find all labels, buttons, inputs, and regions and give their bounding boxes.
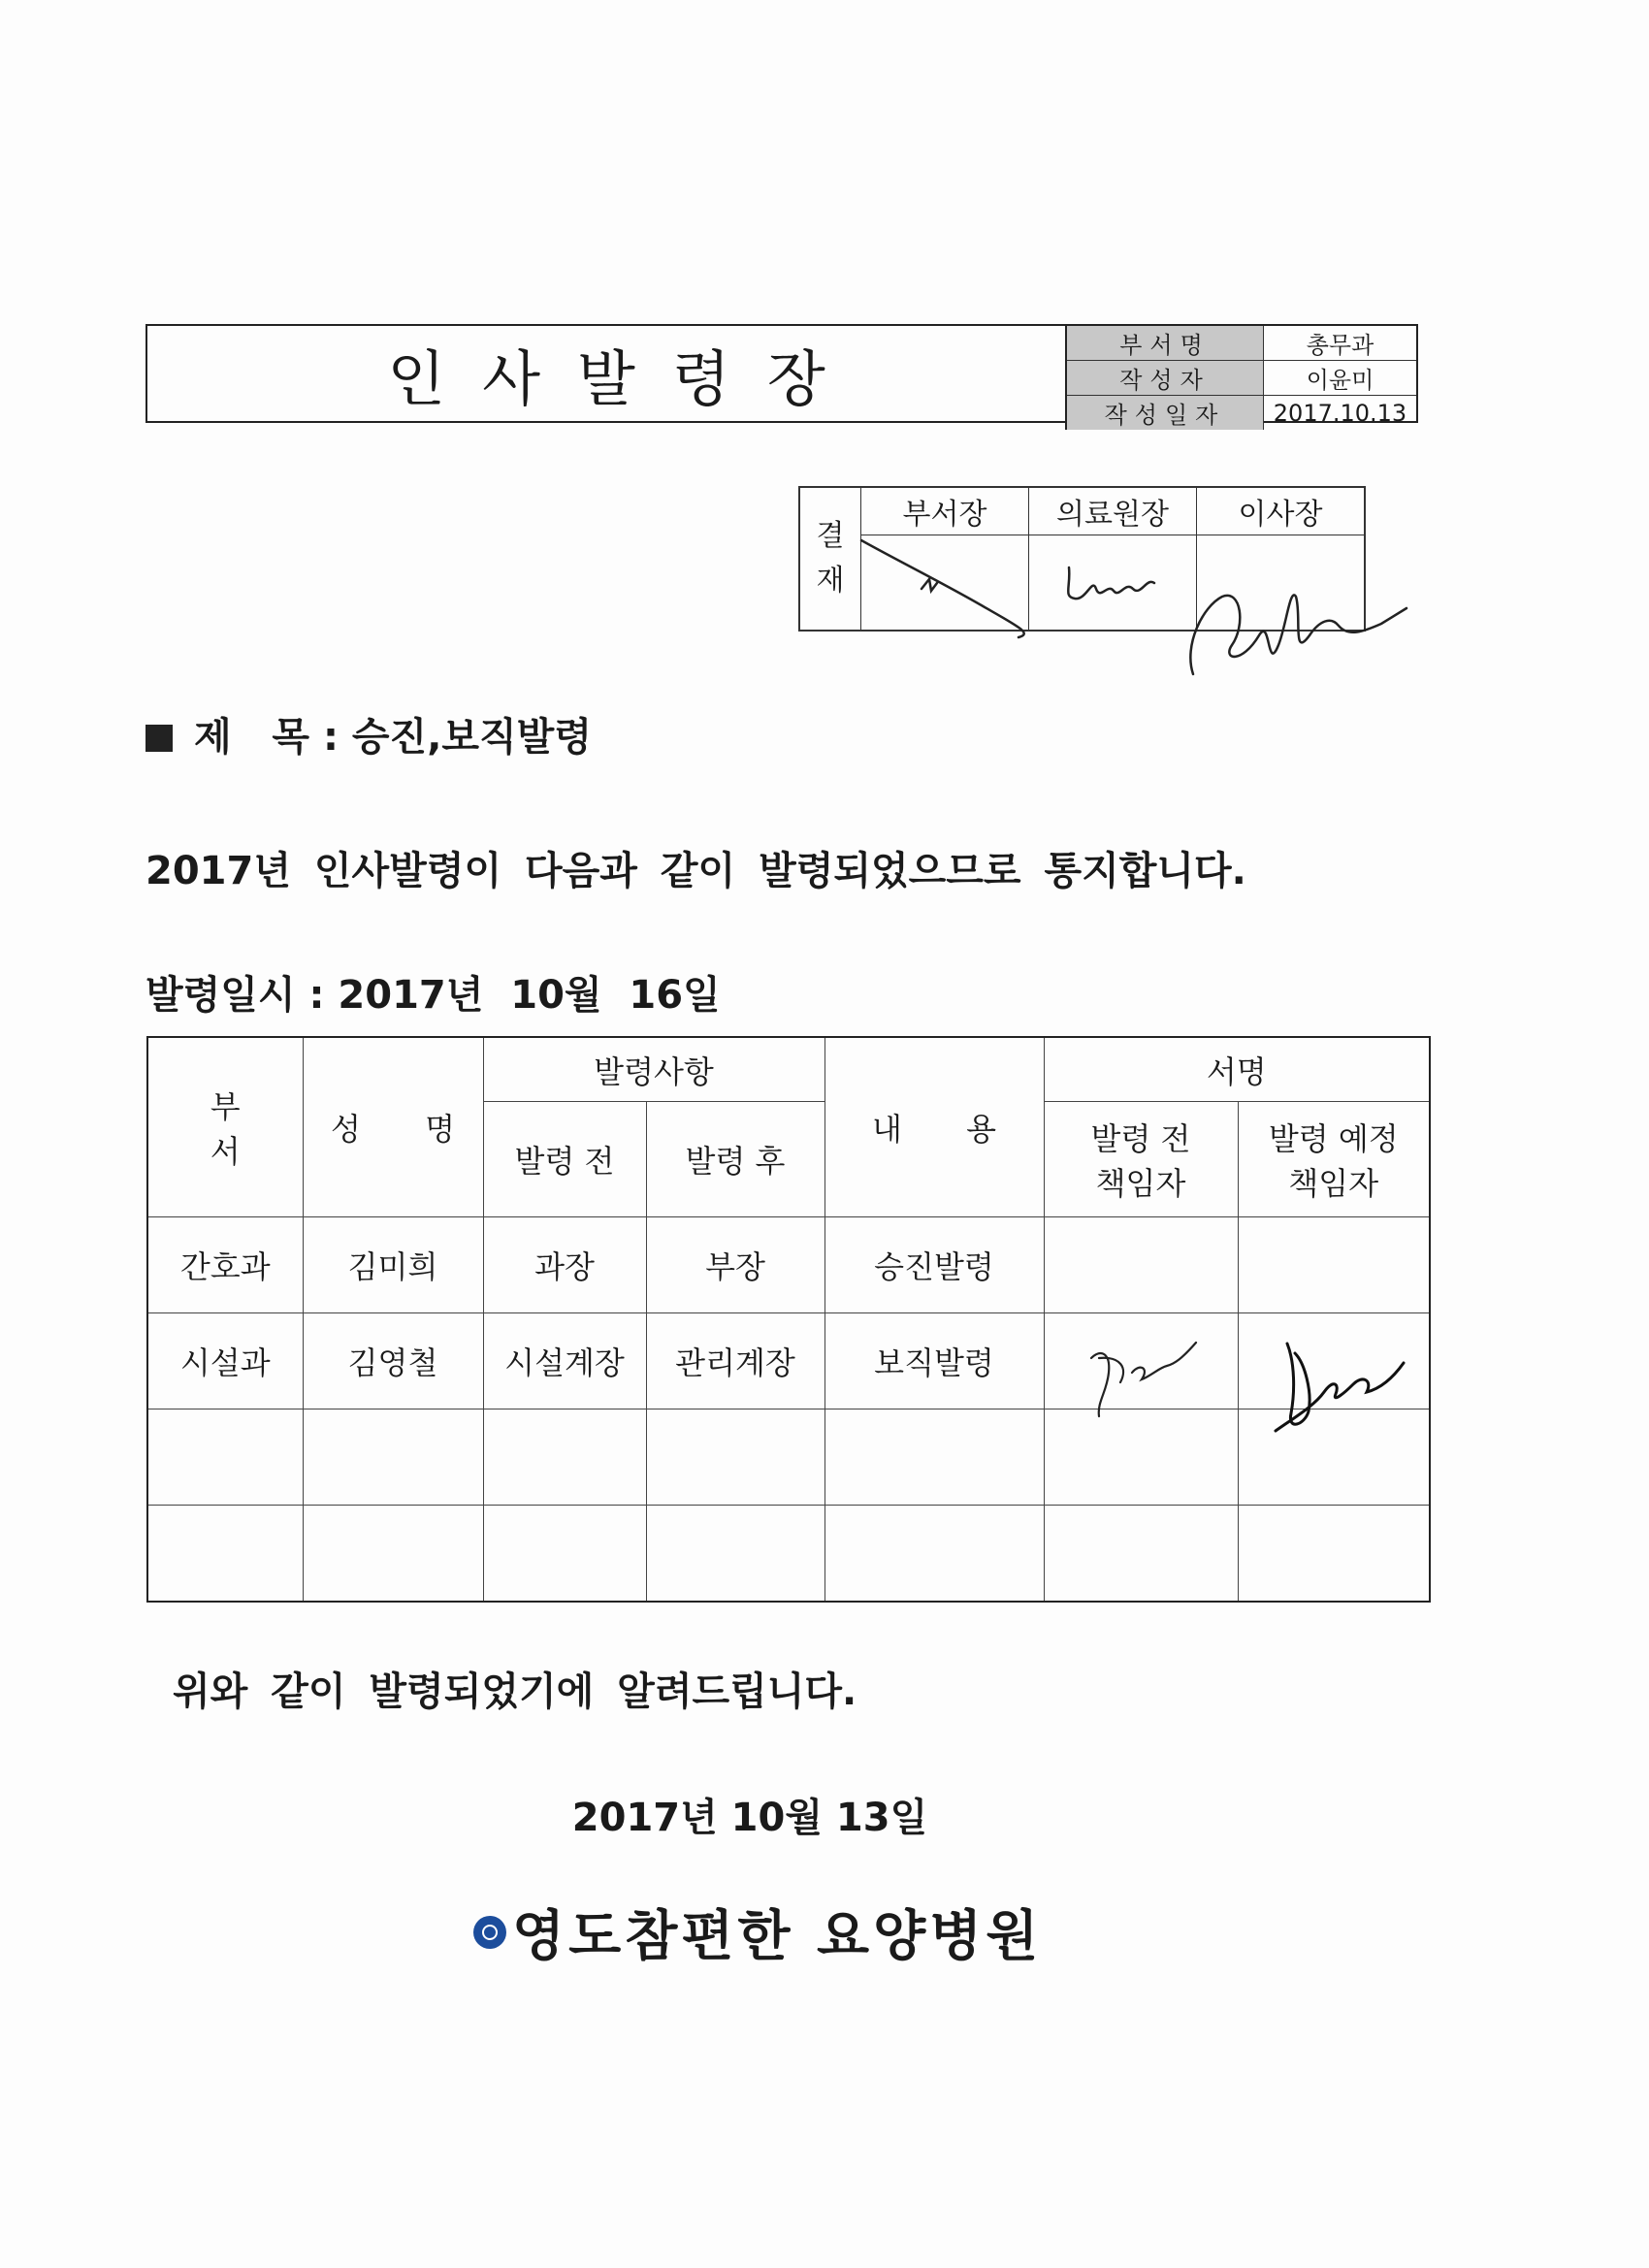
cell-sign-after[interactable]	[1238, 1506, 1430, 1603]
hospital-name: 영도참편한 요양병원	[512, 1905, 1043, 1968]
header-signer-before	[1044, 1102, 1238, 1217]
header-content: 내 용	[824, 1037, 1044, 1217]
author-label: 작성자	[1066, 361, 1264, 396]
order-date-line	[146, 964, 721, 1020]
header-name: 성 명	[303, 1037, 483, 1217]
cell-dept: 시설과	[147, 1313, 303, 1409]
cell-content	[824, 1506, 1044, 1603]
cell-sign-before[interactable]	[1044, 1217, 1238, 1313]
subject-label: 제 목	[194, 715, 310, 760]
cell-after	[646, 1409, 824, 1506]
approval-role-chairman: 이사장	[1197, 487, 1366, 535]
header-signer-after	[1238, 1102, 1430, 1217]
approval-box	[798, 486, 1366, 632]
cell-before	[483, 1506, 646, 1603]
cell-content: 보직발령	[824, 1313, 1044, 1409]
header-signer-after-line1: 발령 예정	[1268, 1120, 1399, 1157]
cell-sign-after[interactable]	[1238, 1409, 1430, 1506]
cell-name: 김미희	[303, 1217, 483, 1313]
date-written-value: 2017.10.13	[1264, 396, 1417, 431]
header-signer-after-line2: 책임자	[1288, 1165, 1379, 1202]
header-signature: 서명	[1044, 1037, 1430, 1102]
date-written-label: 작성일자	[1066, 396, 1264, 431]
cell-after: 관리계장	[646, 1313, 824, 1409]
order-date-value: 2017년 10월 16일	[338, 973, 721, 1018]
cell-sign-after[interactable]	[1238, 1313, 1430, 1409]
document-info-table	[1065, 326, 1416, 430]
cell-content	[824, 1409, 1044, 1506]
header-box	[146, 324, 1418, 429]
table-row	[147, 1409, 1430, 1506]
cell-after: 부장	[646, 1217, 824, 1313]
cell-before: 과장	[483, 1217, 646, 1313]
header-after: 발령 후	[646, 1102, 824, 1217]
cell-after	[646, 1506, 824, 1603]
cell-sign-after[interactable]	[1238, 1217, 1430, 1313]
personnel-order-table	[146, 1036, 1431, 1603]
table-row	[147, 1217, 1430, 1313]
dept-label: 부서명	[1066, 326, 1264, 361]
cell-sign-before[interactable]	[1044, 1409, 1238, 1506]
table-row	[147, 1506, 1430, 1603]
header-before: 발령 전	[483, 1102, 646, 1217]
subject-value: 승진,보직발령	[351, 715, 592, 760]
order-date-label: 발령일시	[146, 973, 296, 1018]
closing-text: 위와 같이 발령되었기에 알려드립니다.	[173, 1669, 857, 1714]
hospital-logo-icon	[473, 1916, 506, 1949]
approval-sign-chairman[interactable]	[1197, 535, 1366, 631]
header-order: 발령사항	[483, 1037, 824, 1102]
header-signer-before-line1: 발령 전	[1090, 1120, 1191, 1157]
approval-side-label-2: 재	[816, 564, 845, 598]
approval-side-label	[799, 487, 861, 631]
notice-text: 2017년 인사발령이 다음과 같이 발령되었으므로 통지합니다.	[146, 849, 1246, 893]
cell-dept	[147, 1506, 303, 1603]
dept-value: 총무과	[1264, 326, 1417, 361]
approval-sign-dept-head[interactable]	[861, 535, 1029, 631]
subject-line	[146, 706, 592, 761]
cell-before	[483, 1409, 646, 1506]
approval-side-label-1: 결	[816, 519, 845, 553]
cell-dept	[147, 1409, 303, 1506]
cell-sign-before[interactable]	[1044, 1506, 1238, 1603]
cell-before: 시설계장	[483, 1313, 646, 1409]
header-signer-before-line2: 책임자	[1095, 1165, 1186, 1202]
approval-sign-medical-director[interactable]	[1029, 535, 1197, 631]
subject-colon: :	[309, 715, 352, 760]
document-title: 인사발령장	[387, 342, 862, 414]
author-value: 이윤미	[1264, 361, 1417, 396]
issue-date: 2017년 10월 13일	[571, 1796, 928, 1840]
cell-dept: 간호과	[147, 1217, 303, 1313]
hospital-signature	[473, 1894, 1042, 1971]
bullet-square-icon	[146, 725, 173, 752]
cell-name	[303, 1506, 483, 1603]
cell-name	[303, 1409, 483, 1506]
approval-role-dept-head: 부서장	[861, 487, 1029, 535]
header-dept: 부 서	[147, 1037, 303, 1217]
approval-role-medical-director: 의료원장	[1029, 487, 1197, 535]
order-date-colon: :	[295, 973, 339, 1018]
cell-sign-before[interactable]	[1044, 1313, 1238, 1409]
cell-name: 김영철	[303, 1313, 483, 1409]
cell-content: 승진발령	[824, 1217, 1044, 1313]
table-row	[147, 1313, 1430, 1409]
